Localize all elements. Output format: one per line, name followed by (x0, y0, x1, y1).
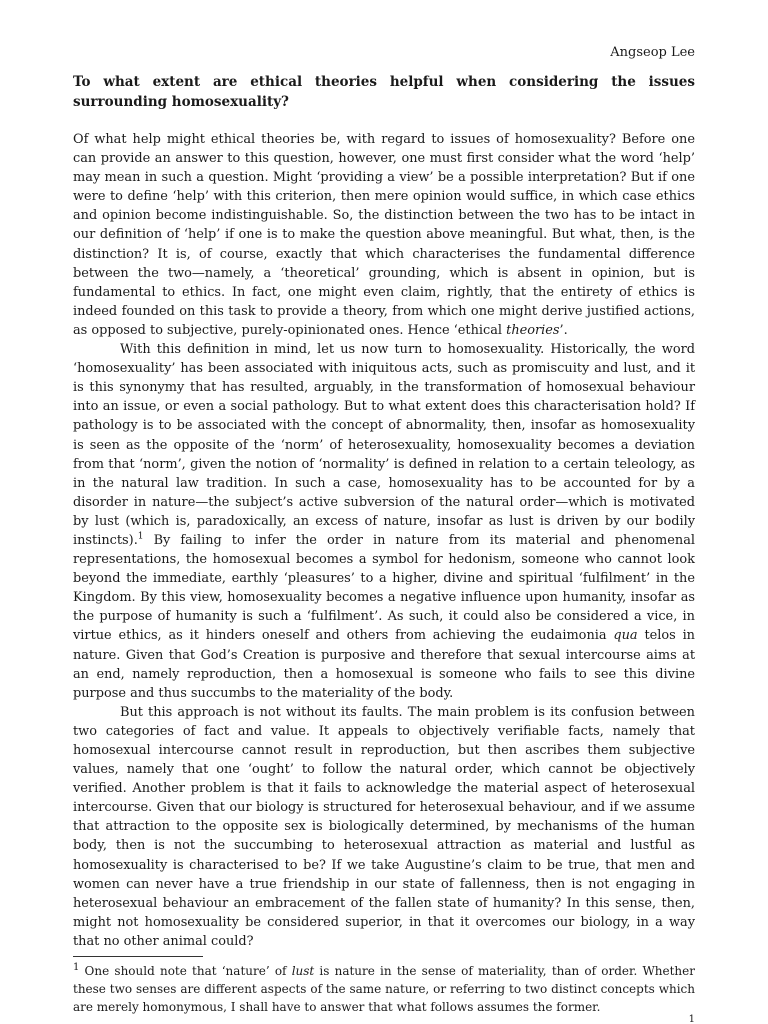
author-name: Angseop Lee (610, 45, 695, 60)
paragraph-3: But this approach is not without its faults. The main problem is its confusion between two categories of fact and value. It appeals to objectively verifiable facts, namely that homosexual intercourse cannot result in reproduction, but then ascribes them subjective values, namely that one ‘ought’ to follow the natural order, which cannot be objectively verified. Another problem is that it fails to acknowledge the material aspect of heterosexual intercourse. Given that our biology is structured for heterosexual behaviour, and if we assume that attraction to the opposite sex is biologically determined, by mechanisms of the human body, then is not the succumbing to heterosexual attraction as material and lustful as homosexuality is characterised to be? If we take Augustine’s claim to be true, that men and women can never have a true friendship in our state of fallenness, then is not engaging in heterosexual behaviour an embracement of the fallen state of humanity? In this sense, then, might not homosexuality be considered superior, in that it overcomes our biology, in a way that no other animal could? (73, 704, 695, 949)
footnote (73, 962, 695, 1016)
paragraph-2-middle: By failing to infer the order in nature from its material and phenomenal representations, the homosexual becomes a symbol for hedonism, someone who cannot look beyond the immediate, earthly ‘pleasures’ to a higher, divine and spiritual ‘fulfilment’ in the Kingdom. By this view, homosexuality becomes a negative influence upon humanity, insofar as the purpose of humanity is such a ‘fulfilment’. As such, it could also be considered a vice, in virtue ethics, as it hinders oneself and others from achieving the eudaimonia (73, 532, 695, 644)
footnote-mark: 1 (73, 962, 80, 973)
footnote-emphasis: lust (291, 964, 315, 978)
footnote-reference[interactable]: 1 (137, 531, 144, 542)
paragraph-2-text: With this definition in mind, let us now turn to homosexuality. Historically, the word ‘homosexuality’ has been associated with iniquitous acts, such as promiscuity and lust, and it is this synonymy that has resulted, arguably, in the transformation of homosexual behaviour into an issue, or even a social pathology. But to what extent does this characterisation hold? If pathology is to be associated with the concept of abnormality, then, insofar as homosexuality is seen as the opposite of the ‘norm’ of heterosexuality, homosexuality becomes a deviation from that ‘norm’, given the notion of ‘normality’ is defined in relation to a certain teleology, as in the natural law tradition. In such a case, homosexuality has to be accounted for by a disorder in nature—the subject’s active subversion of the natural order—which is motivated by lust (which is, paradoxically, an excess of nature, insofar as lust is driven by our bodily instincts). (73, 342, 695, 548)
essay-body (73, 130, 695, 951)
paragraph-1 (73, 130, 695, 340)
paragraph-2 (73, 340, 695, 703)
footnote-text: One should note that ‘nature’ of (79, 964, 292, 978)
paragraph-2-emphasis: qua (613, 628, 638, 644)
footnote-text-end: is nature in the sense of materiality, than of order. Whether these two senses are different aspects of the same nature, or referring to two distinct concepts which are merely homonymous, I shall have to answer that what follows assumes the former. (73, 964, 696, 1014)
paragraph-1-text: Of what help might ethical theories be, with regard to issues of homosexuality? Before one can provide an answer to this question, however, one must first consider what the word ‘help’ may mean in such a question. Might ‘providing a view’ be a possible interpretation? But if one were to define ‘help’ with this criterion, then mere opinion would suffice, in which case ethics and opinion become indistinguishable. So, the distinction between the two has to be intact in our definition of ‘help’ if one is to make the question above meaningful. But what, then, is the distinction? It is, of course, exactly that which characterises the fundamental difference between the two—namely, a ‘theoretical’ grounding, which is absent in opinion, but is fundamental to ethics. In fact, one might even claim, rightly, that the entirety of ethics is indeed founded on this task to provide a theory, from which one might derive justified actions, as opposed to subjective, purely-opinionated ones. Hence ‘ethical (73, 132, 695, 338)
paragraph-2-end: telos in nature. Given that God’s Creation is purposive and therefore that sexual intercourse aims at an end, namely reproduction, then a homosexual is someone who fails to see this divine purpose and thus succumbs to the materiality of the body. (73, 628, 695, 701)
paragraph-1-emphasis: theories (506, 322, 560, 338)
footnote-separator (73, 956, 203, 957)
page-number: 1 (688, 1014, 695, 1024)
essay-title: To what extent are ethical theories helpful when considering the issues surrounding homosexuality? (73, 74, 695, 110)
paragraph-1-end: ’. (559, 322, 568, 338)
